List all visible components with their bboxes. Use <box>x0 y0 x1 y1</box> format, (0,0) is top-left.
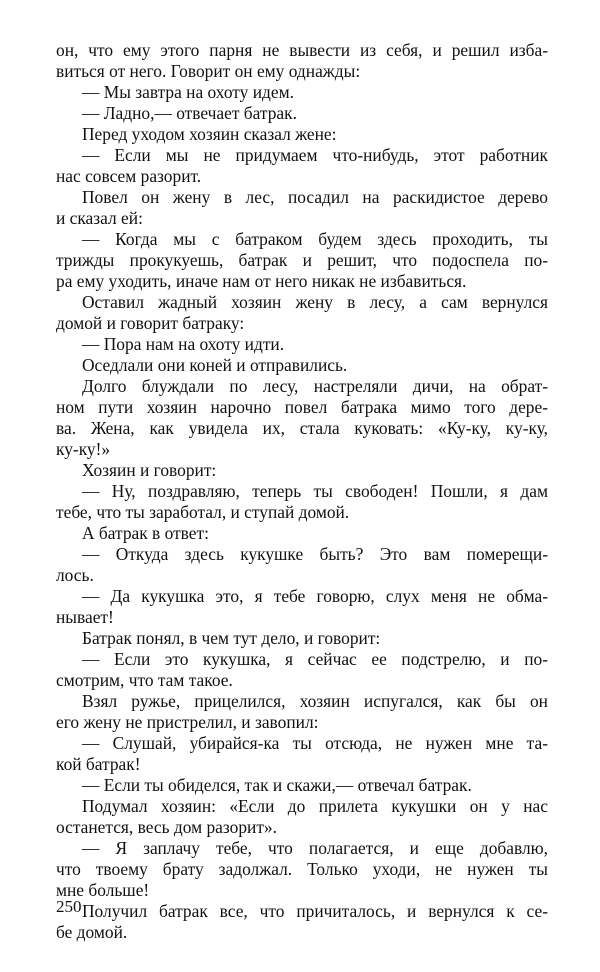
text-line: Батрак понял, в чем тут дело, и говорит: <box>82 628 381 648</box>
text-line: кой батрак! <box>56 754 141 774</box>
text-line: — Ну, поздравляю, теперь ты свободен! Пошли, я дам <box>82 481 548 501</box>
text-line: его жену не пристрелил, и завопил: <box>56 712 319 732</box>
text-line: Оставил жадный хозяин жену в лесу, а сам вернулся <box>82 292 548 312</box>
text-line: — Пора нам на охоту идти. <box>82 334 285 354</box>
text-line: — Если это кукушка, я сейчас ее подстрелю, и по- <box>82 649 548 669</box>
text-line: ном пути хозяин нарочно повел батрака мимо того дере- <box>56 397 548 417</box>
text-line: бе домой. <box>56 922 128 942</box>
text-line: останется, весь дом разорит». <box>56 817 277 837</box>
text-line: и сказал ей: <box>56 208 143 228</box>
text-line: — Ладно,— отвечает батрак. <box>82 103 297 123</box>
text-line: лось. <box>56 565 94 585</box>
text-line: нывает! <box>56 607 114 627</box>
text-line: Оседлали они коней и отправились. <box>82 355 348 375</box>
text-line: Подумал хозяин: «Если до прилета кукушки он у нас <box>82 796 548 816</box>
text-line: — Откуда здесь кукушке быть? Это вам померещи- <box>82 544 548 564</box>
text-line: что твоему брату задолжал. Только уходи, не нужен ты <box>56 859 548 879</box>
text-line: — Если мы не придумаем что-нибудь, этот работник <box>82 145 548 165</box>
text-line: тебе, что ты заработал, и ступай домой. <box>56 502 350 522</box>
text-line: — Я заплачу тебе, что полагается, и еще добавлю, <box>82 838 548 858</box>
text-line: Долго блуждали по лесу, настреляли дичи, на обрат- <box>82 376 548 396</box>
text-line: — Мы завтра на охоту идем. <box>82 82 294 102</box>
text-line: ра ему уходить, иначе нам от него никак не избавиться. <box>56 271 467 291</box>
text-line: он, что ему этого парня не вывести из себя, и решил изба- <box>56 40 548 60</box>
text-line: нас совсем разорит. <box>56 166 202 186</box>
text-line: трижды прокукуешь, батрак и решит, что подоспела по- <box>56 250 548 270</box>
text-line: Взял ружье, прицелился, хозяин испугался, как бы он <box>82 691 548 711</box>
text-line: Повел он жену в лес, посадил на раскидистое дерево <box>82 187 548 207</box>
story-text <box>56 40 548 943</box>
text-line: ва. Жена, как увидела их, стала куковать: «Ку-ку, ку-ку, <box>56 418 548 438</box>
text-line: смотрим, что там такое. <box>56 670 233 690</box>
text-line: виться от него. Говорит он ему однажды: <box>56 61 361 81</box>
text-line: — Да кукушка это, я тебе говорю, слух меня не обма- <box>82 586 548 606</box>
text-line: Получил батрак все, что причиталось, и вернулся к се- <box>82 901 548 921</box>
text-line: ку-ку!» <box>56 439 111 459</box>
text-line: мне больше! <box>56 880 150 900</box>
page-number: 250 <box>56 897 82 916</box>
text-line: Хозяин и говорит: <box>82 460 217 480</box>
text-line: А батрак в ответ: <box>82 523 209 543</box>
text-line: — Когда мы с батраком будем здесь проходить, ты <box>82 229 548 249</box>
text-line: Перед уходом хозяин сказал жене: <box>82 124 337 144</box>
text-line: домой и говорит батраку: <box>56 313 245 333</box>
text-line: — Слушай, убирайся-ка ты отсюда, не нужен мне та- <box>82 733 548 753</box>
text-line: — Если ты обиделся, так и скажи,— отвечал батрак. <box>82 775 472 795</box>
